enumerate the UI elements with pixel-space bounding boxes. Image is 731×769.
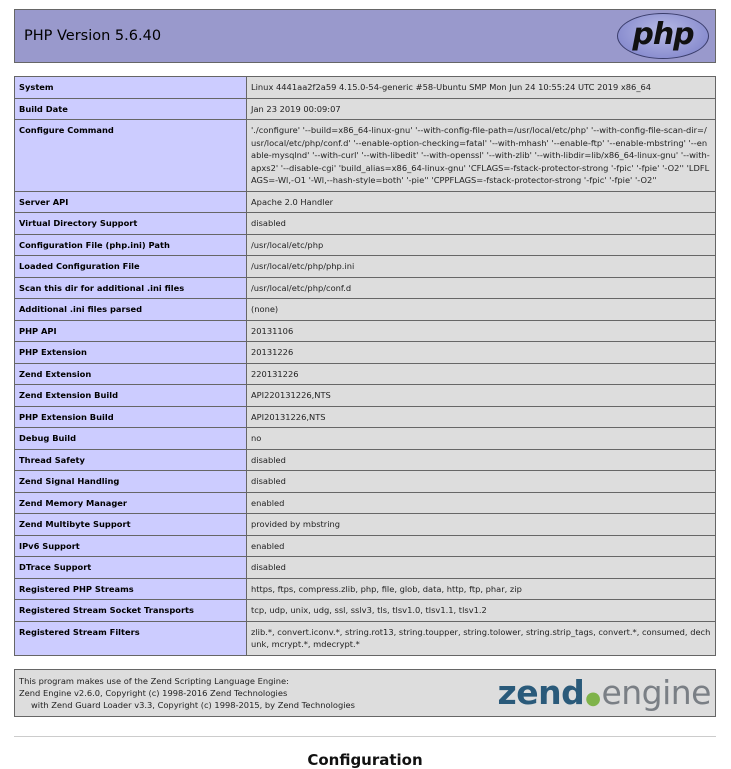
row-value: (none) [247, 299, 716, 321]
table-row [15, 191, 716, 213]
table-row [15, 77, 716, 99]
zend-logo-word: zend [497, 673, 585, 712]
row-key: Registered PHP Streams [15, 578, 247, 600]
table-row [15, 299, 716, 321]
table-row [15, 514, 716, 536]
row-value: './configure' '--build=x86_64-linux-gnu' '--with-config-file-path=/usr/local/etc/php' '--with-config-file-scan-dir=/usr/local/etc/php/conf.d' '--enable-option-checking=fatal' '--with-mhash' '--enable-ftp' '--enable-mbstring' '--enable-mysqlnd' '--with-curl' '--with-libedit' '--with-openssl' '--with-zlib' '--with-libdir=lib/x86_64-linux-gnu' '--with-apxs2' '--disable-cgi' 'build_alias=x86_64-linux-gnu' 'CFLAGS=-fstack-protector-strong '-fpic' '-fpie' '-O2'' 'LDFLAGS=-Wl,-O1 '-Wl,--hash-style=both' '-pie'' 'CPPFLAGS=-fstack-protector-strong '-fpic' '-fpie' '-O2'' [247, 120, 716, 192]
row-key: Debug Build [15, 428, 247, 450]
row-key: Configure Command [15, 120, 247, 192]
row-value: zlib.*, convert.iconv.*, string.rot13, string.toupper, string.tolower, string.strip_tags, convert.*, consumed, dechunk, mcrypt.*, mdecrypt.* [247, 621, 716, 655]
row-value: enabled [247, 535, 716, 557]
configuration-heading: Configuration [307, 750, 423, 769]
table-row [15, 120, 716, 192]
row-value: /usr/local/etc/php/php.ini [247, 256, 716, 278]
zend-engine-box [14, 669, 716, 717]
zend-engine-logo-icon [497, 673, 712, 712]
zend-credit-line: Zend Engine v2.6.0, Copyright (c) 1998-2016 Zend Technologies [19, 687, 288, 698]
row-key: Build Date [15, 98, 247, 120]
row-key: Zend Signal Handling [15, 471, 247, 493]
zend-credits [19, 675, 355, 711]
table-row [15, 342, 716, 364]
section-divider [14, 736, 716, 737]
row-key: PHP Extension Build [15, 406, 247, 428]
table-row [15, 385, 716, 407]
table-row [15, 535, 716, 557]
row-key: Scan this dir for additional .ini files [15, 277, 247, 299]
table-row [15, 406, 716, 428]
row-key: Zend Memory Manager [15, 492, 247, 514]
row-value: no [247, 428, 716, 450]
table-row [15, 363, 716, 385]
row-key: PHP API [15, 320, 247, 342]
row-key: Thread Safety [15, 449, 247, 471]
php-version-title: PHP Version 5.6.40 [24, 28, 162, 44]
row-key: Virtual Directory Support [15, 213, 247, 235]
table-row [15, 600, 716, 622]
row-value: /usr/local/etc/php [247, 234, 716, 256]
table-row [15, 320, 716, 342]
phpinfo-page [14, 9, 716, 769]
table-row [15, 277, 716, 299]
row-value: API20131226,NTS [247, 406, 716, 428]
row-value: disabled [247, 471, 716, 493]
table-row [15, 428, 716, 450]
row-value: Apache 2.0 Handler [247, 191, 716, 213]
row-key: Registered Stream Filters [15, 621, 247, 655]
row-value: provided by mbstring [247, 514, 716, 536]
row-key: Loaded Configuration File [15, 256, 247, 278]
table-row [15, 621, 716, 655]
row-value: enabled [247, 492, 716, 514]
row-value: disabled [247, 213, 716, 235]
row-value: https, ftps, compress.zlib, php, file, glob, data, http, ftp, phar, zip [247, 578, 716, 600]
row-value: 20131226 [247, 342, 716, 364]
row-key: Zend Multibyte Support [15, 514, 247, 536]
php-logo-icon [617, 13, 709, 59]
table-row [15, 492, 716, 514]
row-key: Configuration File (php.ini) Path [15, 234, 247, 256]
row-value: disabled [247, 557, 716, 579]
zend-credit-line: This program makes use of the Zend Scripting Language Engine: [19, 675, 289, 686]
row-key: Server API [15, 191, 247, 213]
zend-credit-line: with Zend Guard Loader v3.3, Copyright (c) 1998-2015, by Zend Technologies [31, 699, 355, 710]
row-key: PHP Extension [15, 342, 247, 364]
row-key: Zend Extension [15, 363, 247, 385]
table-row [15, 471, 716, 493]
table-row [15, 557, 716, 579]
table-row [15, 449, 716, 471]
row-value: Linux 4441aa2f2a59 4.15.0-54-generic #58-Ubuntu SMP Mon Jun 24 10:55:24 UTC 2019 x86_64 [247, 77, 716, 99]
row-value: API220131226,NTS [247, 385, 716, 407]
row-value: tcp, udp, unix, udg, ssl, sslv3, tls, tlsv1.0, tlsv1.1, tlsv1.2 [247, 600, 716, 622]
table-row [15, 213, 716, 235]
zend-logo-dot-icon: ● [585, 688, 601, 709]
row-key: IPv6 Support [15, 535, 247, 557]
php-logo-text: php [632, 16, 694, 52]
row-key: Registered Stream Socket Transports [15, 600, 247, 622]
table-row [15, 234, 716, 256]
table-row [15, 98, 716, 120]
row-key: System [15, 77, 247, 99]
row-value: 220131226 [247, 363, 716, 385]
page-header [14, 9, 716, 63]
row-key: DTrace Support [15, 557, 247, 579]
table-row [15, 256, 716, 278]
row-value: disabled [247, 449, 716, 471]
row-value: Jan 23 2019 00:09:07 [247, 98, 716, 120]
row-key: Additional .ini files parsed [15, 299, 247, 321]
table-row [15, 578, 716, 600]
row-key: Zend Extension Build [15, 385, 247, 407]
info-table [14, 76, 716, 656]
row-value: /usr/local/etc/php/conf.d [247, 277, 716, 299]
row-value: 20131106 [247, 320, 716, 342]
engine-logo-word: engine [601, 673, 711, 712]
